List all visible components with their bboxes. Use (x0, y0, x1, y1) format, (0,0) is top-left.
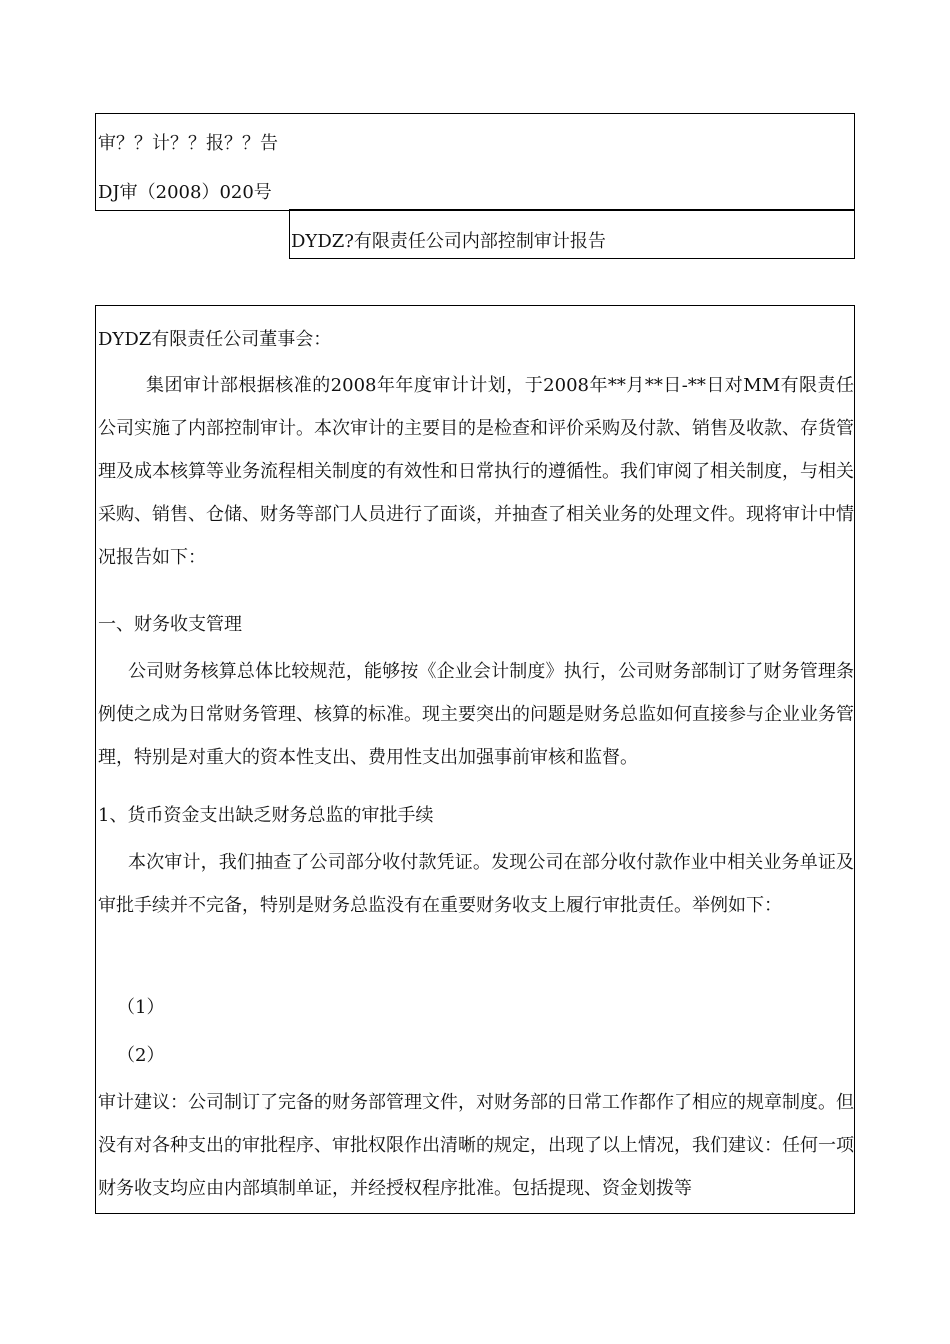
finance-paragraph: 公司财务核算总体比较规范，能够按《企业会计制度》执行，公司财务部制订了财务管理条例使之成为日常财务管理、核算的标准。现主要突出的问题是财务总监如何直接参与企业业务管理，特别是对重大的资本性支出、费用性支出加强事前审核和监督。 (98, 661, 854, 768)
salutation: DYDZ有限责任公司董事会： (98, 329, 332, 350)
list-item: （2） (117, 1045, 165, 1066)
report-title: DYDZ?有限责任公司内部控制审计报告 (291, 231, 606, 252)
list-item: （1） (117, 997, 165, 1018)
document-number: DJ审（2008）020号 (98, 182, 272, 203)
recommendation-paragraph: 审计建议：公司制订了完备的财务部管理文件，对财务部的日常工作都作了相应的规章制度。但没有对各种支出的审批程序、审批权限作出清晰的规定，出现了以上情况，我们建议：任何一项财务收支均应由内部填制单证，并经授权程序批准。包括提现、资金划拨等 (98, 1092, 854, 1199)
subsection-heading-approval: 1、货币资金支出缺乏财务总监的审批手续 (98, 805, 434, 826)
intro-paragraph: 集团审计部根据核准的2008年年度审计计划，于2008年**月**日-**日对MM有限责任公司实施了内部控制审计。本次审计的主要目的是检查和评价采购及付款、销售及收款、存货管理及成本核算等业务流程相关制度的有效性和日常执行的遵循性。我们审阅了相关制度，与相关采购、销售、仓储、财务等部门人员进行了面谈，并抽查了相关业务的处理文件。现将审计中情况报告如下： (98, 375, 854, 568)
approval-paragraph: 本次审计，我们抽查了公司部分收付款凭证。发现公司在部分收付款作业中相关业务单证及审批手续并不完备，特别是财务总监没有在重要财务收支上履行审批责任。举例如下： (98, 852, 854, 916)
report-type-heading: 审？？计？？报？？告 (98, 133, 278, 154)
section-heading-finance: 一、财务收支管理 (98, 614, 242, 635)
